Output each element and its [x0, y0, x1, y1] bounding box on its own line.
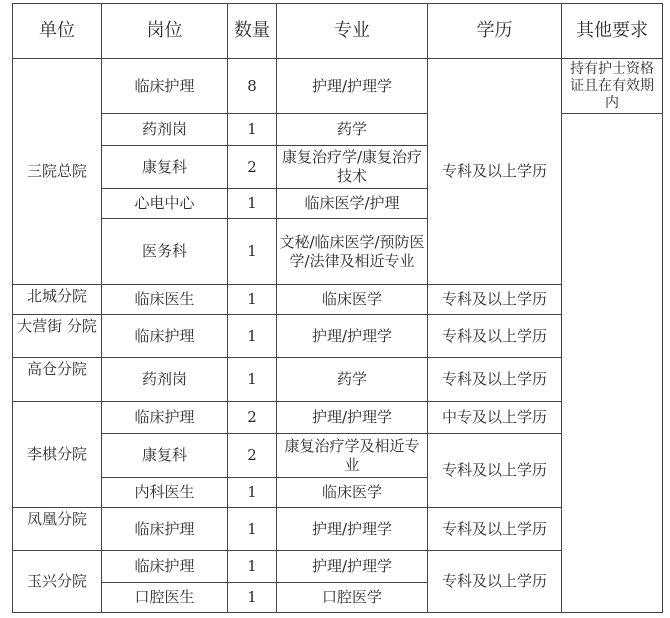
post-cell: 康复科 — [102, 146, 228, 189]
quantity-cell: 1 — [228, 219, 277, 285]
post-cell: 临床护理 — [102, 402, 228, 434]
major-cell: 康复治疗学及相近专业 — [277, 434, 428, 478]
education-cell: 专科及以上学历 — [428, 434, 562, 508]
unit-cell: 高仓分院 — [13, 358, 102, 402]
major-cell: 口腔医学 — [277, 583, 428, 613]
major-cell: 药学 — [277, 358, 428, 402]
education-cell: 中专及以上学历 — [428, 402, 562, 434]
quantity-cell: 1 — [228, 285, 277, 315]
table-row — [13, 59, 663, 114]
education-cell: 专科及以上学历 — [428, 358, 562, 402]
table-row — [13, 114, 663, 146]
quantity-cell: 1 — [228, 551, 277, 583]
requirement-cell: 持有护士资格证且在有效期内 — [562, 59, 663, 114]
quantity-cell: 1 — [228, 358, 277, 402]
education-cell: 专科及以上学历 — [428, 285, 562, 315]
unit-cell: 三院总院 — [13, 59, 102, 285]
unit-cell: 北城分院 — [13, 285, 102, 315]
quantity-cell: 1 — [228, 315, 277, 358]
quantity-cell: 8 — [228, 59, 277, 114]
education-cell: 专科及以上学历 — [428, 551, 562, 613]
education-cell: 专科及以上学历 — [428, 59, 562, 285]
quantity-cell: 1 — [228, 189, 277, 219]
major-cell: 临床医学 — [277, 478, 428, 508]
header-other-requirements: 其他要求 — [562, 4, 663, 59]
post-cell: 临床护理 — [102, 59, 228, 114]
post-cell: 医务科 — [102, 219, 228, 285]
header-quantity: 数量 — [228, 4, 277, 59]
major-cell: 药学 — [277, 114, 428, 146]
major-cell: 护理/护理学 — [277, 59, 428, 114]
unit-cell: 李棋分院 — [13, 402, 102, 508]
post-cell: 药剂岗 — [102, 114, 228, 146]
education-cell: 专科及以上学历 — [428, 315, 562, 358]
recruitment-table — [12, 3, 663, 613]
major-cell: 护理/护理学 — [277, 508, 428, 551]
unit-cell: 凤凰分院 — [13, 508, 102, 551]
major-cell: 护理/护理学 — [277, 402, 428, 434]
header-post: 岗位 — [102, 4, 228, 59]
quantity-cell: 1 — [228, 583, 277, 613]
major-cell: 临床医学/护理 — [277, 189, 428, 219]
post-cell: 药剂岗 — [102, 358, 228, 402]
post-cell: 心电中心 — [102, 189, 228, 219]
quantity-cell: 1 — [228, 478, 277, 508]
unit-cell: 大营街 分院 — [13, 315, 102, 358]
quantity-cell: 1 — [228, 114, 277, 146]
education-cell: 专科及以上学历 — [428, 508, 562, 551]
post-cell: 康复科 — [102, 434, 228, 478]
post-cell: 临床护理 — [102, 315, 228, 358]
post-cell: 临床医生 — [102, 285, 228, 315]
unit-cell: 玉兴分院 — [13, 551, 102, 613]
header-education: 学历 — [428, 4, 562, 59]
post-cell: 临床护理 — [102, 508, 228, 551]
major-cell: 护理/护理学 — [277, 551, 428, 583]
header-unit: 单位 — [13, 4, 102, 59]
major-cell: 文秘/临床医学/预防医学/法律及相近专业 — [277, 219, 428, 285]
header-row — [13, 4, 663, 59]
major-cell: 临床医学 — [277, 285, 428, 315]
requirement-empty-cell — [562, 114, 663, 613]
post-cell: 内科医生 — [102, 478, 228, 508]
quantity-cell: 2 — [228, 434, 277, 478]
quantity-cell: 2 — [228, 146, 277, 189]
major-cell: 康复治疗学/康复治疗技术 — [277, 146, 428, 189]
quantity-cell: 2 — [228, 402, 277, 434]
major-cell: 护理/护理学 — [277, 315, 428, 358]
header-major: 专业 — [277, 4, 428, 59]
post-cell: 口腔医生 — [102, 583, 228, 613]
post-cell: 临床护理 — [102, 551, 228, 583]
quantity-cell: 1 — [228, 508, 277, 551]
